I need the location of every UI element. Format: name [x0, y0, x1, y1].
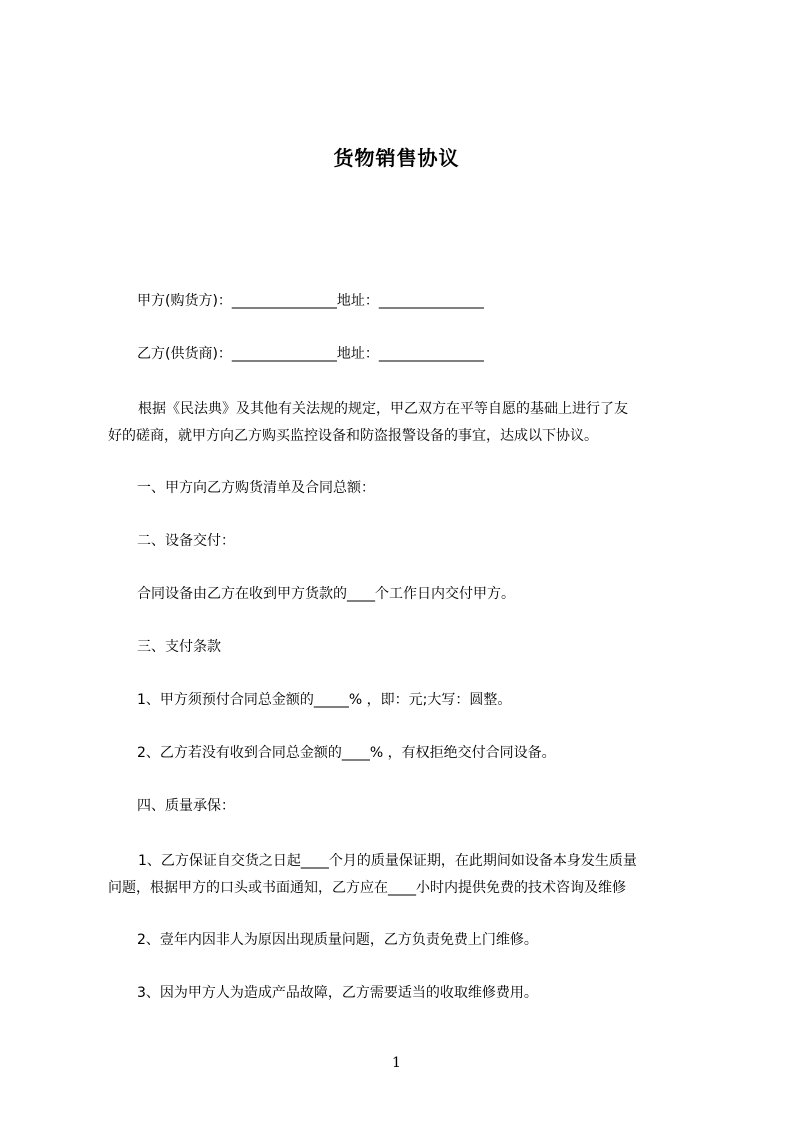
page-number: 1 — [392, 1055, 401, 1071]
party-a-line: 甲方(购货方)：_______________地址：_______________ — [137, 293, 484, 309]
party-b-line: 乙方(供货商)：_______________地址：_______________ — [137, 346, 484, 362]
intro-line-2: 好的磋商，就甲方向乙方购买监控设备和防盗报警设备的事宜，达成以下协议。 — [108, 428, 598, 444]
section-4-item-1-line-2: 问题，根据甲方的口头或书面通知，乙方应在____小时内提供免费的技术咨询及维修 — [108, 880, 626, 896]
section-1-heading: 一、甲方向乙方购货清单及合同总额： — [137, 480, 375, 496]
section-4-item-2: 2、壹年内因非人为原因出现质量问题，乙方负责免费上门维修。 — [137, 932, 538, 948]
section-3-item-1: 1、甲方须预付合同总金额的_____% ，即：元;大写：圆整。 — [137, 692, 512, 708]
intro-line-1: 根据《民法典》及其他有关法规的规定，甲乙双方在平等自愿的基础上进行了友 — [138, 401, 628, 417]
section-3-heading: 三、支付条款 — [137, 639, 221, 655]
section-4-heading: 四、质量承保： — [137, 798, 235, 814]
section-3-item-2: 2、乙方若没有收到合同总金额的____% ，有权拒绝交付合同设备。 — [137, 745, 556, 761]
section-4-item-1 — [108, 848, 694, 902]
intro-paragraph — [108, 396, 694, 450]
section-2-heading: 二、设备交付： — [137, 533, 235, 549]
section-4-item-3: 3、因为甲方人为造成产品故障，乙方需要适当的收取维修费用。 — [137, 985, 538, 1001]
section-4-item-1-line-1: 1、乙方保证自交货之日起____个月的质量保证期，在此期间如设备本身发生质量 — [138, 853, 637, 869]
document-title: 货物销售协议 — [333, 146, 460, 170]
section-2-text: 合同设备由乙方在收到甲方货款的____个工作日内交付甲方。 — [137, 586, 515, 602]
